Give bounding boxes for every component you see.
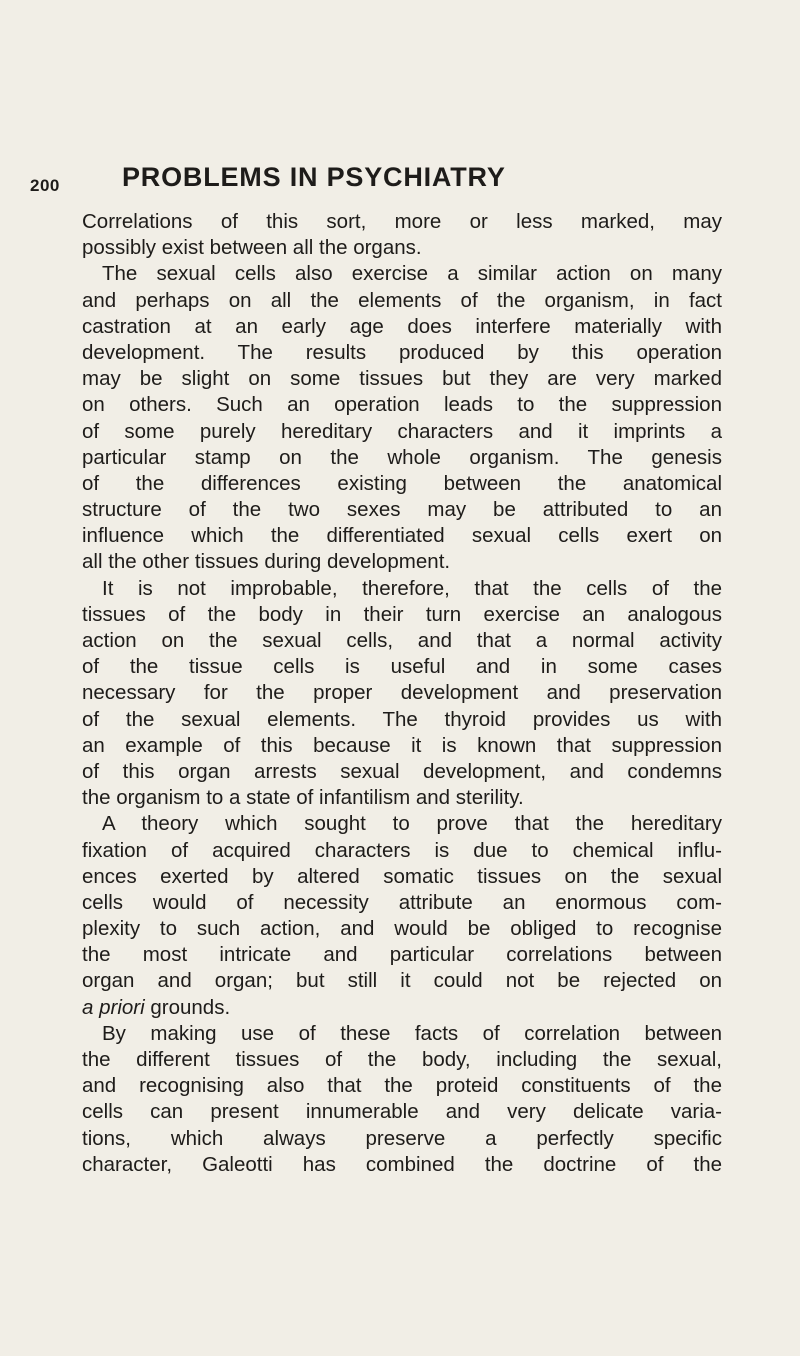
text-line: Correlations of this sort, more or less marked, may (82, 210, 722, 233)
page-header (0, 162, 800, 202)
text-line: fixation of acquired characters is due to chemical influ- (82, 838, 722, 862)
text-fragment: grounds. (144, 995, 231, 1019)
text-line: development. The results produced by this operation (82, 340, 722, 364)
text-line: of the tissue cells is useful and in some cases (82, 655, 722, 679)
text-line (82, 995, 722, 1021)
text-line: tions, which always preserve a perfectly specific (82, 1126, 722, 1150)
text-line: action on the sexual cells, and that a normal activity (82, 629, 722, 652)
text-line: the different tissues of the body, including the sexual, (82, 1048, 722, 1071)
text-line: ences exerted by altered somatic tissues on the sexual (82, 864, 722, 888)
text-line: may be slight on some tissues but they are very marked (82, 367, 722, 391)
text-line: an example of this because it is known that suppression (82, 733, 722, 757)
text-line: particular stamp on the whole organism. The genesis (82, 445, 722, 469)
text-line: cells would of necessity attribute an enormous com- (82, 890, 722, 914)
running-head: PROBLEMS IN PSYCHIATRY (122, 162, 506, 192)
text-line: The sexual cells also exercise a similar action on many (102, 262, 722, 286)
text-line: character, Galeotti has combined the doctrine of the (82, 1152, 722, 1176)
text-line: necessary for the proper development and preservation (82, 681, 722, 705)
text-line: tissues of the body in their turn exercise an analogous (82, 602, 722, 626)
text-line: of the differences existing between the anatomical (82, 471, 722, 495)
page-number: 200 (30, 176, 60, 195)
text-line: A theory which sought to prove that the hereditary (102, 812, 722, 836)
text-line: By making use of these facts of correlation between (102, 1021, 722, 1045)
text-line: possibly exist between all the organs. (82, 236, 422, 260)
text-line: of this organ arrests sexual development, and condemns (82, 759, 722, 783)
text-line: structure of the two sexes may be attributed to an (82, 498, 722, 522)
text-line: castration at an early age does interfere materially with (82, 314, 722, 338)
text-line: and recognising also that the proteid constituents of the (82, 1074, 722, 1098)
text-line: all the other tissues during development. (82, 550, 451, 574)
text-line: organ and organ; but still it could not be rejected on (82, 969, 722, 993)
text-line: cells can present innumerable and very delicate varia- (82, 1100, 722, 1124)
text-line: plexity to such action, and would be obliged to recognise (82, 917, 722, 941)
text-line: It is not improbable, therefore, that the cells of the (102, 576, 722, 600)
italic-phrase: a priori (82, 995, 145, 1019)
body-text (82, 209, 722, 1178)
text-line: influence which the differentiated sexual cells exert on (82, 524, 722, 548)
text-line: the organism to a state of infantilism and sterility. (82, 786, 524, 810)
text-line: of some purely hereditary characters and it imprints a (82, 419, 722, 443)
text-line: and perhaps on all the elements of the organism, in fact (82, 288, 722, 312)
text-line: of the sexual elements. The thyroid provides us with (82, 707, 722, 731)
text-line: on others. Such an operation leads to the suppression (82, 393, 722, 417)
text-line: the most intricate and particular correlations between (82, 943, 722, 967)
